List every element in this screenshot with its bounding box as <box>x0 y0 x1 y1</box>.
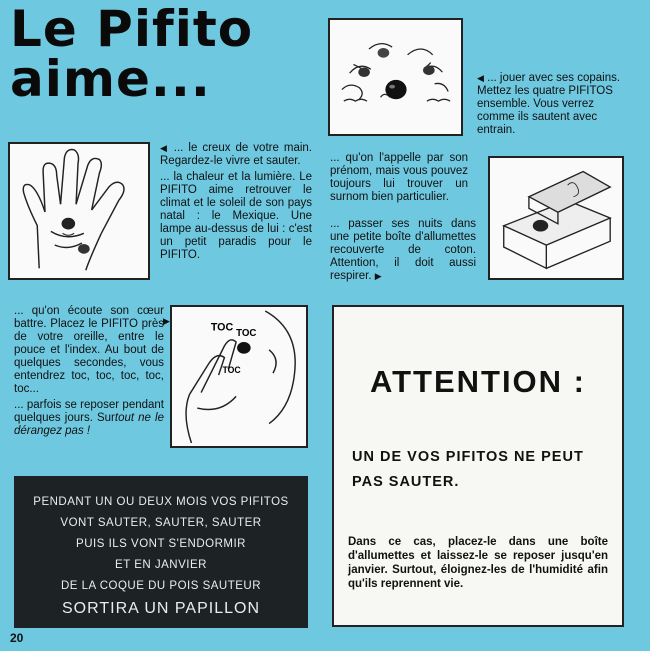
dark-line-2: VONT SAUTER, SAUTER, SAUTER <box>60 517 262 529</box>
illustration-beans-playing <box>328 18 463 136</box>
title-line-1: Le Pifito <box>10 0 254 58</box>
arrow-left-icon: ◀ <box>477 73 484 83</box>
attention-heading: ATTENTION : <box>369 364 586 399</box>
play-text-block <box>477 72 627 137</box>
listen-text-2b: tout ne le dérangez pas ! <box>14 412 164 437</box>
name-text: ... qu'on l'appelle par son prénom, mais vous pouvez toujours lui trouver un surnom bien particulier. <box>330 152 468 203</box>
arrow-left-icon: ◀ <box>160 143 169 153</box>
dark-line-3: PUIS ILS VONT S'ENDORMIR <box>76 538 246 550</box>
illustration-matchbox <box>488 156 624 280</box>
hand-text-block <box>160 142 312 265</box>
dark-line-5: DE LA COQUE DU POIS SAUTEUR <box>60 580 262 592</box>
toc-label: TOC <box>222 365 241 376</box>
name-text-block <box>330 152 468 207</box>
arrow-right-icon: ▶ <box>163 316 170 326</box>
listen-text-1: ... qu'on écoute son cœur battre. Placez le PIFITO près de votre oreille, entre le pouce et l'index. Au bout de quelques secondes, vous entendrez toc, toc, toc, toc, toc... <box>14 305 164 395</box>
hand-text-1: ... le creux de votre main. Regardez-le vivre et sauter. <box>160 142 312 167</box>
page-title <box>10 0 310 108</box>
listen-text-2a: ... parfois se reposer pendant quelques jours. Sur <box>14 399 164 424</box>
listen-text-block <box>14 305 164 441</box>
attention-body: Dans ce cas, placez-le dans une boîte d'allumettes et laissez-le se reposer jusqu'en janvier. Surtout, éloignez-les de l'humidité afin qu'ils reprennent vie. <box>348 536 608 590</box>
attention-subheading: UN DE VOS PIFITOS NE PEUT PAS SAUTER. <box>352 449 584 490</box>
dark-line-last: SORTIRA UN PAPILLON <box>61 600 260 617</box>
toc-label: TOC <box>236 328 257 340</box>
title-line-2: aime... <box>10 50 211 108</box>
play-text: ... jouer avec ses copains. Mettez les quatre PIFITOS ensemble. Vous verrez comme ils sautent avec entrain. <box>477 72 621 136</box>
page-number: 20 <box>10 631 24 645</box>
arrow-right-icon: ▶ <box>374 271 382 281</box>
illustration-ear <box>170 305 308 448</box>
attention-box <box>332 305 624 627</box>
dark-line-4: ET EN JANVIER <box>115 559 207 571</box>
illustration-hand <box>8 142 150 280</box>
dark-line-1: PENDANT UN OU DEUX MOIS VOS PIFITOS <box>33 496 289 508</box>
box-text-block <box>330 218 476 283</box>
hand-text-2: ... la chaleur et la lumière. Le PIFITO aime retrouver le climat et le soleil de son pays natal : le Mexique. Une lampe au-dessus de lui : c'est un petit paradis pour le PIFITO. <box>160 171 312 261</box>
box-text: ... passer ses nuits dans une petite boîte d'allumettes recouverte de coton. Attention, il doit aussi respirer. <box>330 218 476 282</box>
toc-label: TOC <box>210 321 234 334</box>
butterfly-info-box <box>14 476 308 628</box>
